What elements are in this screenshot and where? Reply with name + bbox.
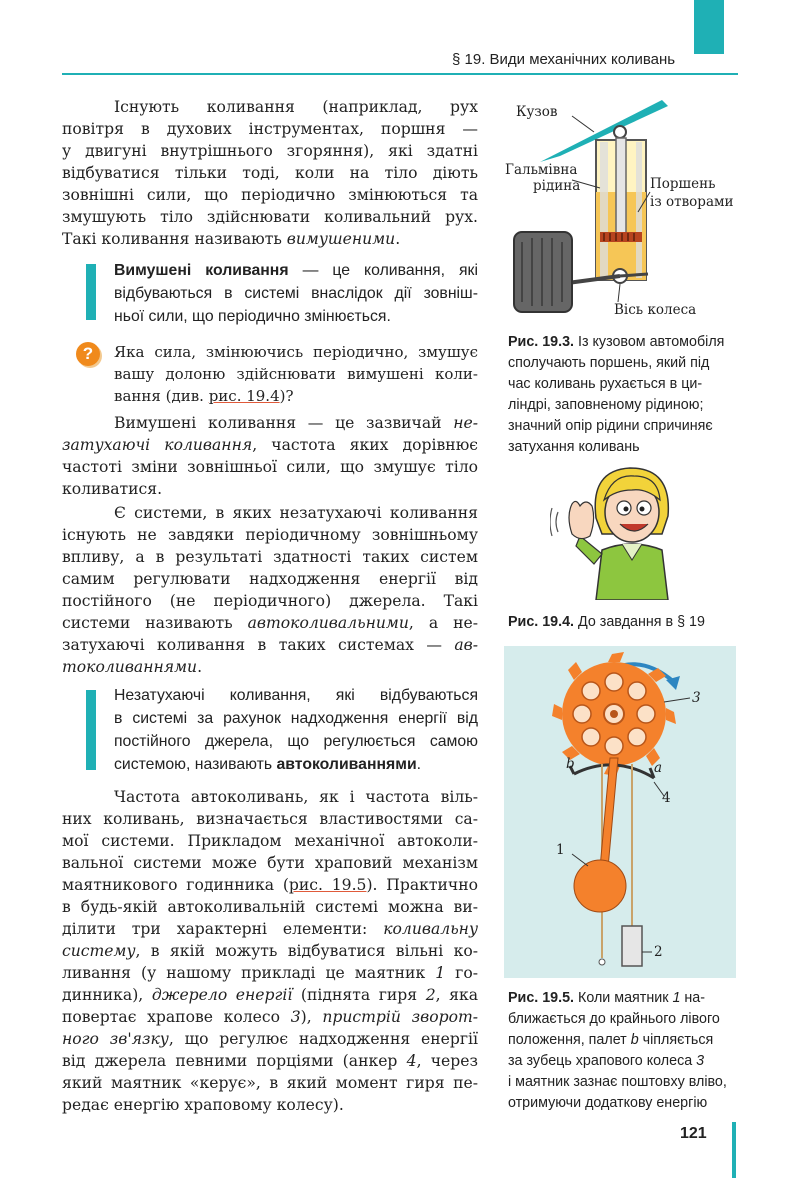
label-piston-2: із отворами [650,194,734,210]
label-pallet-b: b [566,756,575,772]
page-number: 121 [680,1125,707,1142]
paragraph-forced: Вимушені коливання — це зазвичай не- затухаючі коливання, частота яких дорівнює частоті зміни зовнішньої сили, що змушує тіло коливатися. [62,414,478,498]
caption-fig-19-3: Рис. 19.3. Із кузовом автомобіля сполучають поршень, який під час коливань рухається в ци- ліндрі, заповненому рідиною; значний опір рідини спричиняє затухання коливань [508,334,725,455]
definition-auto-oscillations: Незатухаючі коливання, які відбуваються в системі за рахунок надходження енергії від постійного джерела, що регулюється самою системою, називають автоколиваннями. [114,687,478,773]
label-pallet-a: a [654,760,663,776]
link-fig-19-4[interactable]: рис. 19.4 [208,387,280,405]
section-title: § 19. Види механічних коливань [452,51,676,68]
figure-shock-absorber [500,92,740,328]
waving-hand [569,501,594,538]
page-number-bar [732,1122,736,1178]
upper-joint [614,126,626,138]
definition-marker [86,264,96,320]
definition-forced-oscillations: Вимушені коливання — це коливання, які відбуваються в системі внаслідок дії зовніш- ньої сили, що періодично змінюється. [114,262,478,325]
piston [600,232,642,242]
header-divider [62,73,738,75]
paragraph-self-oscillating: Є системи, в яких незатухаючі коливання існують не завдяки періодичному зовнішньому впливу, а в результаті здатності таких систем самим регулювати надходження енергії від постійного (не періодичного) джерела. Такі системи називають автоколивальними, а не- затухаючі коливання в таких системах — ав- токоливаннями. [62,504,479,676]
figure-ratchet-mechanism [504,646,736,978]
label-wheel-axle: Вісь колеса [614,302,697,318]
label-anchor-4: 4 [662,790,671,806]
label-weight-2: 2 [654,944,663,960]
paragraph-intro: Існують коливання (наприклад, рух повітря в духових інструментах, поршня — у двигуні внутрішнього згоряння), які здатні відбуватися тільки тоді, коли на тіло діють зовнішні сили, що періодично змінюються та змушують тіло здійснювати коливальний рух. Такі коливання називають вимушеними. [62,98,478,248]
label-brake-fluid: Гальмівна [505,162,578,178]
paragraph-clock-mechanism: Частота автоколивань, як і частота віль- них коливань, визначається властивостями са- мої системи. Прикладом механічної автоколи- вальної системи може бути храповий механізм маятникового годинника (рис. 19.5). Практично в будь-якій автоколивальній системі можна ви- ділити три характерні елементи: коливальну систему, в якій можуть відбуватися вільні ко- ливання (у нашому прикладі це маятник 1 го- динника), джерело енергії (піднята гиря 2, яка повертає храпове колесо 3), пристрій зворот- ного зв'язку, що регулює надходження енергії від джерела певними порціями (анкер 4, через який маятник «керує», в який момент гиря пе- редає енергію храповому колесу). [62,788,479,1114]
caption-fig-19-5: Рис. 19.5. Коли маятник 1 на- ближається до крайнього лівого положення, палет b чіпляється за зубець храпового колеса 3 і маятник зазнає поштовху вліво, отримуючи додаткову енергію [508,990,727,1111]
label-ratchet-3: 3 [692,690,701,706]
piston-rod [616,138,626,238]
label-pendulum-1: 1 [556,842,565,858]
question-icon: ? [76,342,100,366]
link-fig-19-5[interactable]: рис. 19.5 [288,876,367,894]
weight [622,926,642,966]
label-brake-fluid-2: рідина [533,178,581,194]
caption-fig-19-4: Рис. 19.4. До завдання в § 19 [508,614,705,630]
label-car-body: Кузов [516,104,558,120]
question-text: Яка сила, змінюючись періодично, змушує вашу долоню здійснювати вимушені коли- вання (див. рис. 19.4)? [114,343,478,405]
label-piston: Поршень [650,176,716,192]
pendulum-bob [574,860,626,912]
definition-marker [86,690,96,770]
header-accent-bar [694,0,724,54]
figure-waving-girl [550,460,700,600]
